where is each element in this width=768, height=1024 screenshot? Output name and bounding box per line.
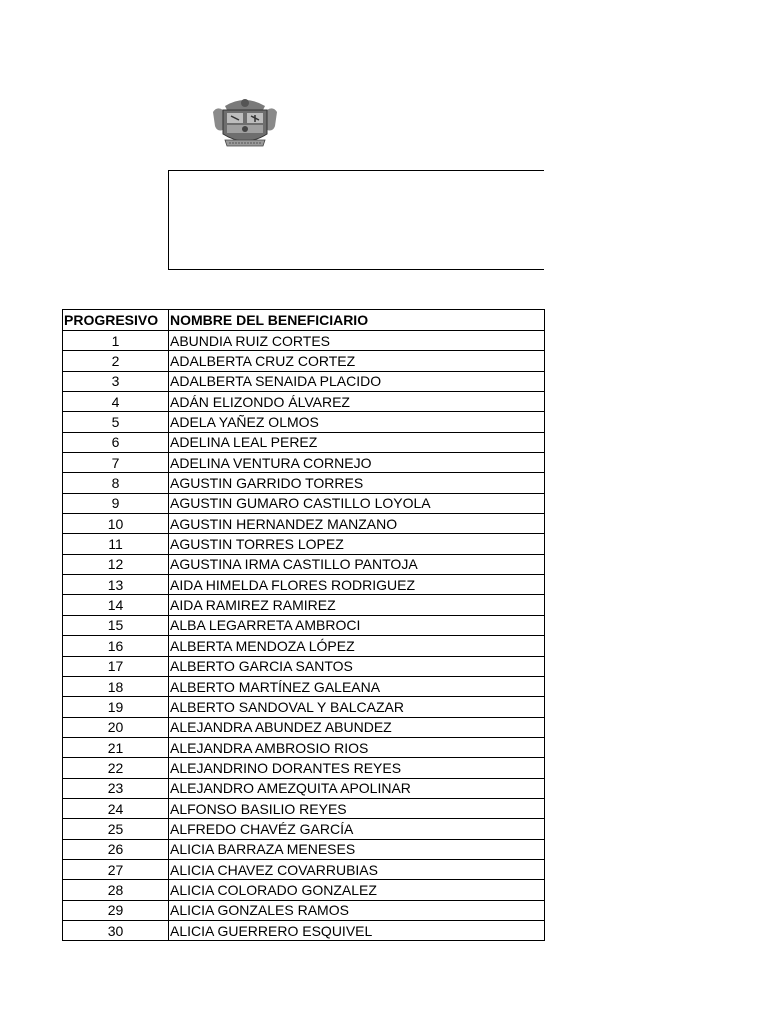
table-row bbox=[63, 900, 545, 920]
table-row bbox=[63, 819, 545, 839]
beneficiary-name-cell: ALICIA BARRAZA MENESES bbox=[169, 839, 545, 859]
beneficiary-name-cell: ALEJANDRA ABUNDEZ ABUNDEZ bbox=[169, 717, 545, 737]
beneficiary-name-cell: ALICIA COLORADO GONZALEZ bbox=[169, 880, 545, 900]
beneficiary-name-cell: ALFONSO BASILIO REYES bbox=[169, 798, 545, 818]
table-row bbox=[63, 880, 545, 900]
progresivo-cell: 14 bbox=[63, 595, 169, 615]
beneficiary-name-cell: AGUSTIN TORRES LOPEZ bbox=[169, 534, 545, 554]
table-row bbox=[63, 656, 545, 676]
beneficiary-name-cell: ADELINA VENTURA CORNEJO bbox=[169, 453, 545, 473]
beneficiary-name-cell: ALBA LEGARRETA AMBROCI bbox=[169, 615, 545, 635]
table-row bbox=[63, 412, 545, 432]
table-row bbox=[63, 392, 545, 412]
table-row bbox=[63, 595, 545, 615]
beneficiary-name-cell: AIDA RAMIREZ RAMIREZ bbox=[169, 595, 545, 615]
table-row bbox=[63, 453, 545, 473]
progresivo-cell: 29 bbox=[63, 900, 169, 920]
table-row bbox=[63, 839, 545, 859]
beneficiary-name-cell: ABUNDIA RUIZ CORTES bbox=[169, 331, 545, 351]
table-row bbox=[63, 920, 545, 940]
progresivo-cell: 9 bbox=[63, 493, 169, 513]
beneficiary-name-cell: ALBERTO MARTÍNEZ GALEANA bbox=[169, 676, 545, 696]
table-row bbox=[63, 758, 545, 778]
progresivo-cell: 10 bbox=[63, 514, 169, 534]
progresivo-cell: 18 bbox=[63, 676, 169, 696]
beneficiary-name-cell: AGUSTIN GARRIDO TORRES bbox=[169, 473, 545, 493]
beneficiary-name-cell: ALEJANDRINO DORANTES REYES bbox=[169, 758, 545, 778]
progresivo-cell: 15 bbox=[63, 615, 169, 635]
progresivo-cell: 12 bbox=[63, 554, 169, 574]
beneficiary-name-cell: ALICIA GONZALES RAMOS bbox=[169, 900, 545, 920]
progresivo-cell: 7 bbox=[63, 453, 169, 473]
beneficiary-name-cell: AIDA HIMELDA FLORES RODRIGUEZ bbox=[169, 575, 545, 595]
beneficiary-name-cell: ALBERTA MENDOZA LÓPEZ bbox=[169, 636, 545, 656]
beneficiary-name-cell: AGUSTIN HERNANDEZ MANZANO bbox=[169, 514, 545, 534]
beneficiary-name-cell: ALEJANDRA AMBROSIO RIOS bbox=[169, 737, 545, 757]
progresivo-cell: 27 bbox=[63, 859, 169, 879]
beneficiary-name-cell: ADELA YAÑEZ OLMOS bbox=[169, 412, 545, 432]
progresivo-cell: 5 bbox=[63, 412, 169, 432]
table-row bbox=[63, 737, 545, 757]
progresivo-cell: 19 bbox=[63, 697, 169, 717]
column-header-progresivo: PROGRESIVO bbox=[63, 310, 169, 331]
table-row bbox=[63, 859, 545, 879]
beneficiary-name-cell: AGUSTIN GUMARO CASTILLO LOYOLA bbox=[169, 493, 545, 513]
table-row bbox=[63, 534, 545, 554]
blank-header-box bbox=[168, 170, 544, 270]
beneficiary-name-cell: ALBERTO GARCIA SANTOS bbox=[169, 656, 545, 676]
progresivo-cell: 25 bbox=[63, 819, 169, 839]
table-row bbox=[63, 473, 545, 493]
beneficiary-name-cell: ADALBERTA CRUZ CORTEZ bbox=[169, 351, 545, 371]
progresivo-cell: 21 bbox=[63, 737, 169, 757]
progresivo-cell: 11 bbox=[63, 534, 169, 554]
table-row bbox=[63, 493, 545, 513]
table-row bbox=[63, 636, 545, 656]
table-row bbox=[63, 575, 545, 595]
table-row bbox=[63, 554, 545, 574]
progresivo-cell: 3 bbox=[63, 371, 169, 391]
beneficiary-name-cell: ADÁN ELIZONDO ÁLVAREZ bbox=[169, 392, 545, 412]
beneficiary-name-cell: AGUSTINA IRMA CASTILLO PANTOJA bbox=[169, 554, 545, 574]
progresivo-cell: 26 bbox=[63, 839, 169, 859]
progresivo-cell: 13 bbox=[63, 575, 169, 595]
table-row bbox=[63, 514, 545, 534]
column-header-nombre: NOMBRE DEL BENEFICIARIO bbox=[169, 310, 545, 331]
progresivo-cell: 1 bbox=[63, 331, 169, 351]
beneficiary-name-cell: ALFREDO CHAVÉZ GARCÍA bbox=[169, 819, 545, 839]
table-row bbox=[63, 778, 545, 798]
progresivo-cell: 8 bbox=[63, 473, 169, 493]
table-row bbox=[63, 371, 545, 391]
table-row bbox=[63, 717, 545, 737]
table-row bbox=[63, 432, 545, 452]
progresivo-cell: 22 bbox=[63, 758, 169, 778]
beneficiary-name-cell: ALBERTO SANDOVAL Y BALCAZAR bbox=[169, 697, 545, 717]
table-row bbox=[63, 697, 545, 717]
table-row bbox=[63, 615, 545, 635]
progresivo-cell: 24 bbox=[63, 798, 169, 818]
progresivo-cell: 30 bbox=[63, 920, 169, 940]
beneficiary-name-cell: ALICIA GUERRERO ESQUIVEL bbox=[169, 920, 545, 940]
table-row bbox=[63, 331, 545, 351]
progresivo-cell: 17 bbox=[63, 656, 169, 676]
progresivo-cell: 2 bbox=[63, 351, 169, 371]
table-header-row bbox=[63, 310, 545, 331]
beneficiary-name-cell: ADALBERTA SENAIDA PLACIDO bbox=[169, 371, 545, 391]
beneficiary-name-cell: ALEJANDRO AMEZQUITA APOLINAR bbox=[169, 778, 545, 798]
progresivo-cell: 20 bbox=[63, 717, 169, 737]
progresivo-cell: 23 bbox=[63, 778, 169, 798]
beneficiary-table bbox=[62, 309, 545, 941]
beneficiary-name-cell: ADELINA LEAL PEREZ bbox=[169, 432, 545, 452]
table-row bbox=[63, 798, 545, 818]
table-row bbox=[63, 676, 545, 696]
progresivo-cell: 4 bbox=[63, 392, 169, 412]
progresivo-cell: 16 bbox=[63, 636, 169, 656]
beneficiary-name-cell: ALICIA CHAVEZ COVARRUBIAS bbox=[169, 859, 545, 879]
table-row bbox=[63, 351, 545, 371]
progresivo-cell: 28 bbox=[63, 880, 169, 900]
progresivo-cell: 6 bbox=[63, 432, 169, 452]
coat-of-arms-seal-icon bbox=[211, 96, 279, 150]
